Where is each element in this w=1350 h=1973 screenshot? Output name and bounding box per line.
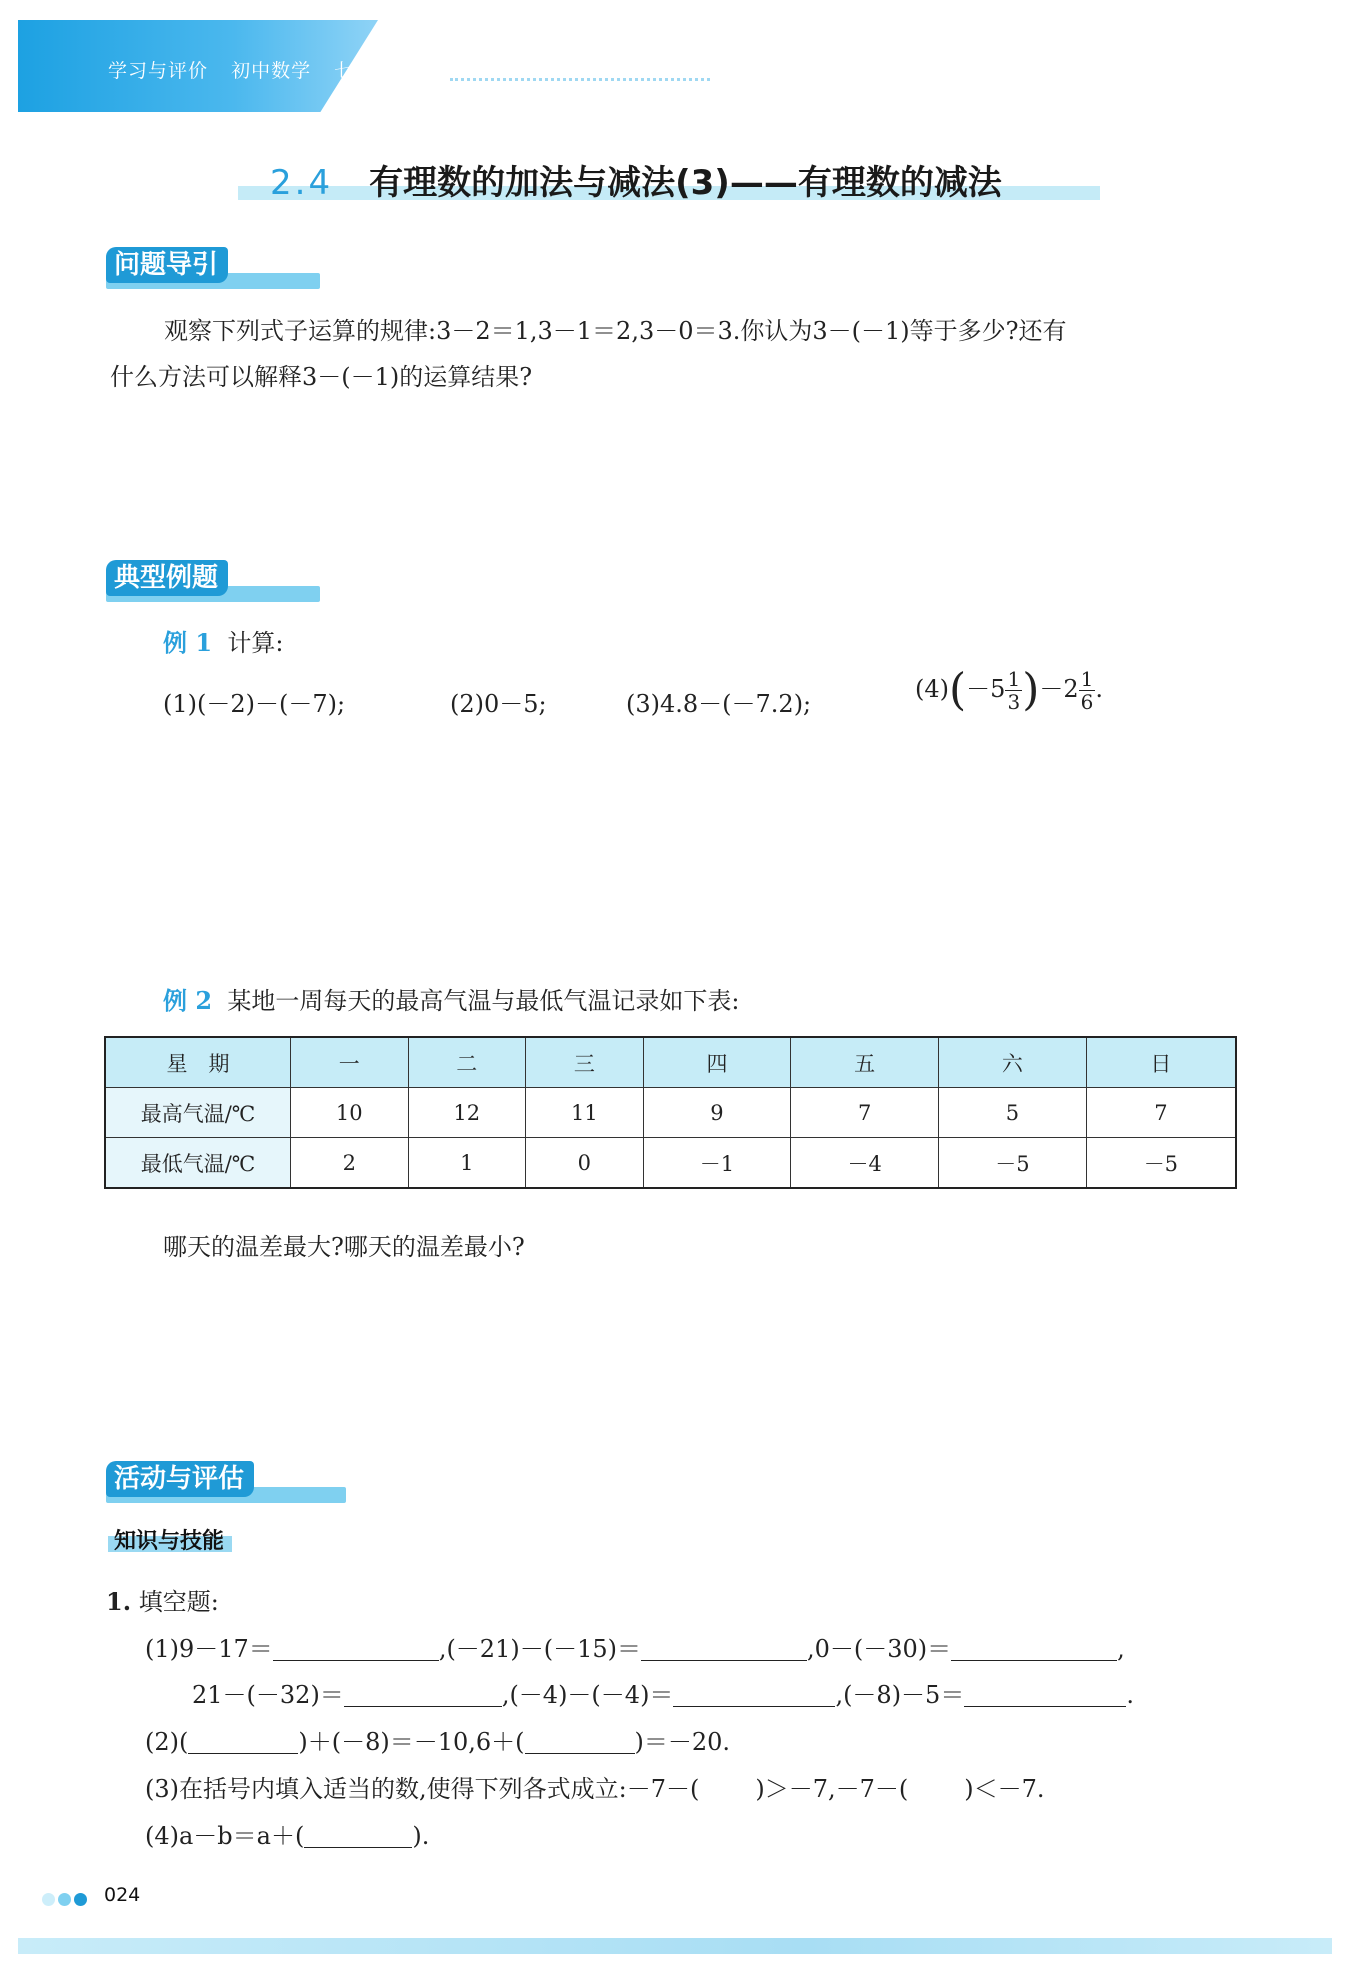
section-label: 问题导引 <box>106 247 228 283</box>
table-cell: 7 <box>1086 1088 1236 1138</box>
question-1-heading <box>106 1582 219 1617</box>
fraction-1 <box>1005 668 1022 713</box>
section-label: 典型例题 <box>106 560 228 596</box>
table-header-cell: 星 期 <box>105 1037 291 1088</box>
q1-text: (2)( <box>145 1728 189 1756</box>
q1-text: )＜－7. <box>964 1775 1045 1803</box>
footer-dot <box>74 1893 87 1906</box>
q1-part4 <box>145 1816 429 1851</box>
table-cell: －5 <box>1086 1138 1236 1189</box>
table-cell: －4 <box>791 1138 939 1189</box>
fraction-2 <box>1079 668 1096 713</box>
q1-text: (3)在括号内填入适当的数,使得下列各式成立:－7－( <box>145 1775 700 1803</box>
example-1-p1: (1)(－2)－(－7); <box>163 690 346 718</box>
table-header-cell: 五 <box>791 1037 939 1088</box>
header-item-subject: 初中数学 <box>231 60 312 82</box>
table-cell: 10 <box>291 1088 409 1138</box>
q1-text: (4)a－b＝a＋( <box>145 1822 305 1850</box>
title-text: 有理数的加法与减法(3)——有理数的减法 <box>369 163 1002 203</box>
answer-blank[interactable] <box>641 1638 807 1661</box>
answer-blank[interactable] <box>344 1684 502 1707</box>
page-title <box>270 155 1002 204</box>
table-row <box>105 1138 1236 1189</box>
answer-blank[interactable] <box>304 1825 412 1848</box>
row-label: 最低气温/℃ <box>105 1138 291 1189</box>
q1-part1-line2 <box>192 1675 1134 1710</box>
table-cell: －5 <box>939 1138 1087 1189</box>
header-dotted-line <box>450 78 710 81</box>
q1-part3 <box>145 1769 1045 1804</box>
table-header-cell: 一 <box>291 1037 409 1088</box>
sub-badge-label: 知识与技能 <box>114 1529 225 1554</box>
fraction-1-den: 3 <box>1007 690 1021 714</box>
q1-text: . <box>1126 1681 1134 1709</box>
table-cell: 0 <box>526 1138 644 1189</box>
header-item-series: 学习与评价 <box>108 60 209 82</box>
example-1-p2: (2)0－5; <box>450 690 547 718</box>
guide-line-2: 什么方法可以解释3－(－1)的运算结果? <box>110 363 533 391</box>
answer-blank[interactable] <box>964 1684 1126 1707</box>
table-cell: 1 <box>408 1138 526 1189</box>
q1-text: ,0－(－30)＝ <box>806 1635 952 1663</box>
q1-text: ,(－4)－(－4)＝ <box>501 1681 674 1709</box>
q1-text: ,(－8)－5＝ <box>835 1681 965 1709</box>
section-badge-guide <box>106 247 320 283</box>
header-item-grade: 七年级上册 <box>334 60 435 82</box>
example-2-prompt: 某地一周每天的最高气温与最低气温记录如下表: <box>227 987 740 1015</box>
q1-text: ,(－21)－(－15)＝ <box>438 1635 641 1663</box>
q1-text: 21－(－32)＝ <box>192 1681 344 1709</box>
table-header-cell: 二 <box>408 1037 526 1088</box>
footer-dot <box>58 1893 71 1906</box>
table-cell: 12 <box>408 1088 526 1138</box>
q1-text: )＞－7,－7－( <box>755 1775 909 1803</box>
right-paren: ) <box>1022 664 1040 716</box>
table-header-cell: 日 <box>1086 1037 1236 1088</box>
p4-whole1: －5 <box>966 675 1006 703</box>
table-cell: 9 <box>643 1088 791 1138</box>
table-header-cell: 三 <box>526 1037 644 1088</box>
q1-text: )＝－20. <box>634 1728 731 1756</box>
section-badge-activity <box>106 1461 346 1497</box>
sub-badge-knowledge <box>114 1524 224 1555</box>
answer-blank[interactable] <box>188 1731 298 1754</box>
footer-dots <box>42 1891 90 1910</box>
example-1-p4 <box>915 664 1104 716</box>
q1-text: )＋(－8)＝－10,6＋( <box>298 1728 525 1756</box>
q1-part1-line1 <box>145 1629 1125 1664</box>
example-2-label: 例 2 <box>163 986 213 1015</box>
example-1-prompt: 计算: <box>227 629 284 657</box>
page-number: 024 <box>104 1884 141 1906</box>
table-header-row <box>105 1037 1236 1088</box>
temperature-table <box>104 1036 1237 1189</box>
question-1-title: 填空题: <box>138 1588 219 1616</box>
table-cell: 5 <box>939 1088 1087 1138</box>
example-1-label: 例 1 <box>163 628 213 657</box>
p4-prefix: (4) <box>915 675 949 703</box>
answer-blank[interactable] <box>525 1731 635 1754</box>
table-cell: 7 <box>791 1088 939 1138</box>
section-number: 2.4 <box>270 163 334 203</box>
answer-blank[interactable] <box>273 1638 439 1661</box>
fraction-2-num: 1 <box>1080 667 1094 691</box>
q1-part2 <box>145 1722 730 1757</box>
example-1-p3: (3)4.8－(－7.2); <box>626 690 812 718</box>
p4-mid: －2 <box>1039 675 1079 703</box>
table-header-cell: 六 <box>939 1037 1087 1088</box>
fraction-1-num: 1 <box>1007 667 1021 691</box>
q1-text: (1)9－17＝ <box>145 1635 273 1663</box>
footer-dot <box>42 1893 55 1906</box>
answer-blank[interactable] <box>673 1684 835 1707</box>
example-2-heading <box>163 981 739 1016</box>
table-cell: 11 <box>526 1088 644 1138</box>
q1-text: ). <box>412 1822 430 1850</box>
answer-blank[interactable] <box>951 1638 1117 1661</box>
table-row <box>105 1088 1236 1138</box>
example-1-heading <box>163 623 283 658</box>
section-label: 活动与评估 <box>106 1461 254 1497</box>
table-header-cell: 四 <box>643 1037 791 1088</box>
footer-band <box>18 1938 1332 1954</box>
row-label: 最高气温/℃ <box>105 1088 291 1138</box>
q1-text: , <box>1117 1635 1125 1663</box>
section-badge-examples <box>106 560 320 596</box>
question-1-number: 1. <box>106 1587 132 1616</box>
fraction-2-den: 6 <box>1080 690 1094 714</box>
left-paren: ( <box>949 664 967 716</box>
example-2-question: 哪天的温差最大?哪天的温差最小? <box>163 1233 525 1261</box>
guide-line-1: 观察下列式子运算的规律:3－2＝1,3－1＝2,3－0＝3.你认为3－(－1)等于多少?还有 <box>164 317 1067 345</box>
header-breadcrumb <box>108 56 450 83</box>
table-cell: 2 <box>291 1138 409 1189</box>
table-cell: －1 <box>643 1138 791 1189</box>
p4-end: . <box>1095 675 1104 703</box>
